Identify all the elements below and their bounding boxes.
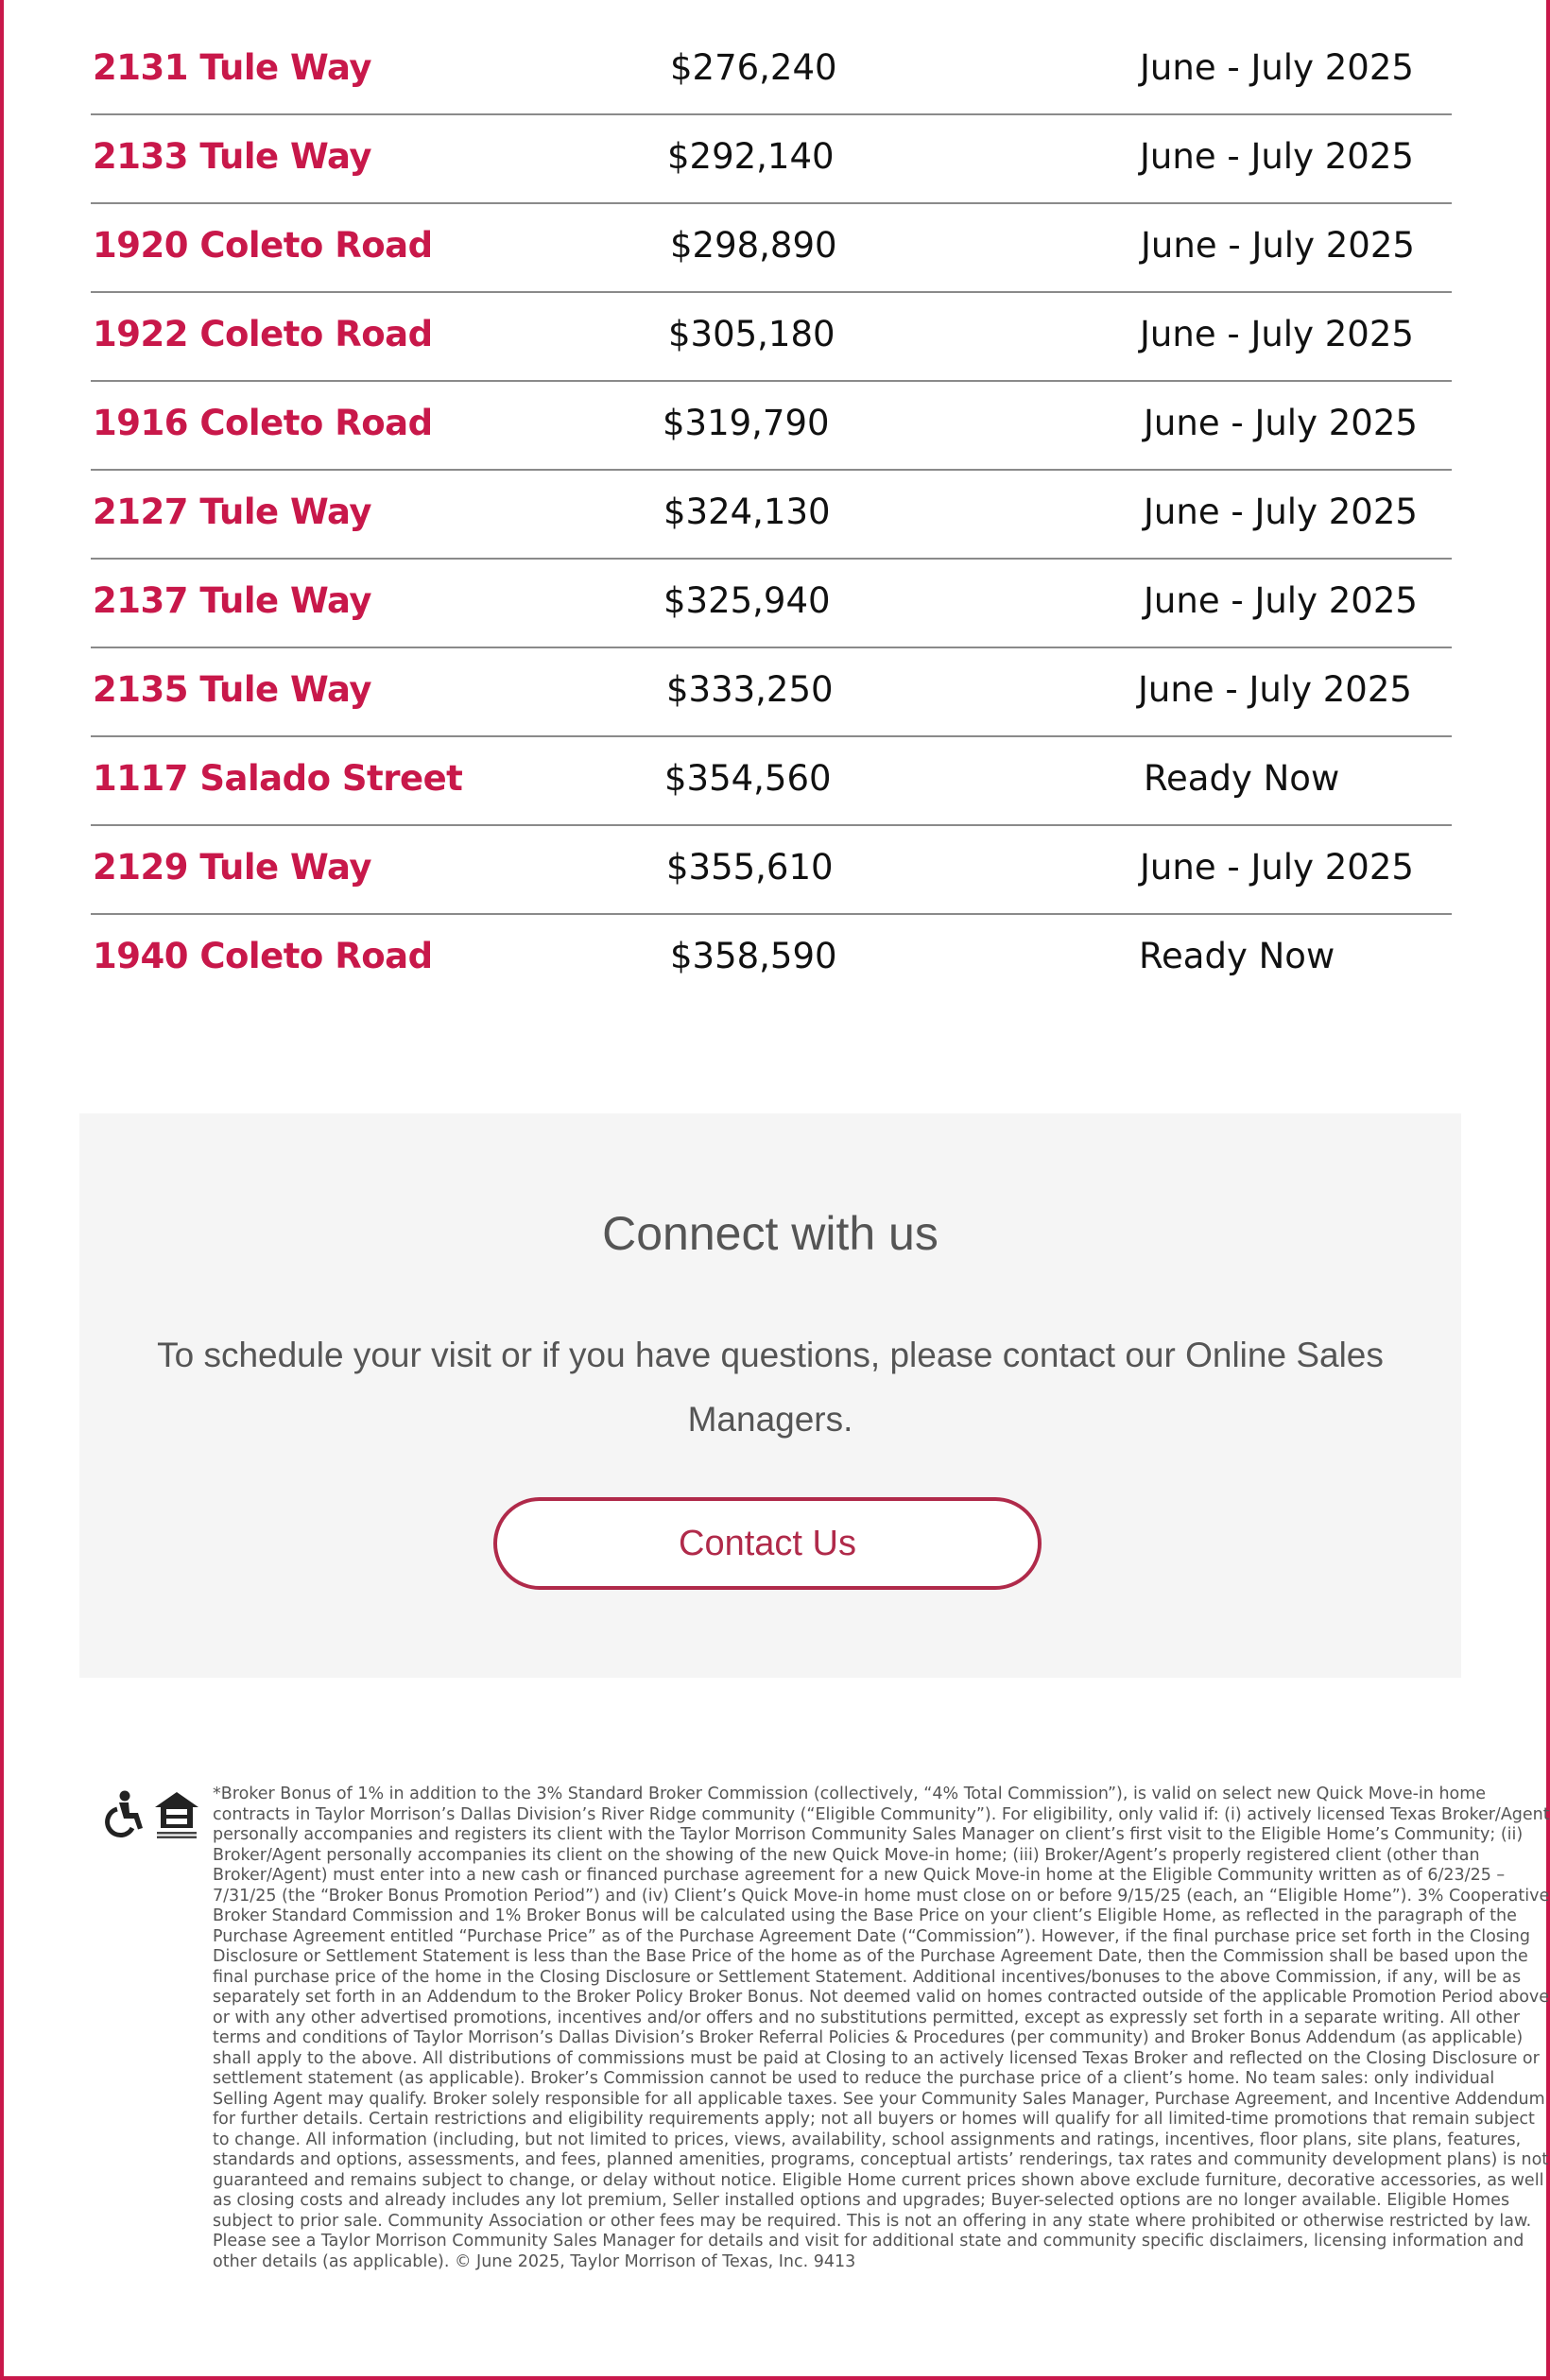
listing-price: $333,250	[666, 669, 834, 710]
connect-section	[79, 1113, 1461, 1678]
listing-availability: June - July 2025	[1144, 492, 1418, 532]
contact-us-button[interactable]: Contact Us	[493, 1497, 1042, 1590]
table-row	[91, 737, 1452, 826]
listing-price: $354,560	[664, 758, 832, 799]
listing-address-link[interactable]: 2131 Tule Way	[93, 47, 371, 88]
home-listing-table	[91, 26, 1452, 1002]
listing-price: $305,180	[668, 314, 835, 354]
listing-availability: June - July 2025	[1144, 403, 1418, 443]
listing-address-link[interactable]: 2133 Tule Way	[93, 136, 371, 177]
accessibility-icon	[100, 1790, 146, 1839]
listing-address-link[interactable]: 1920 Coleto Road	[93, 225, 433, 266]
connect-heading: Connect with us	[602, 1207, 939, 1260]
listing-price: $324,130	[663, 492, 831, 532]
listing-availability: June - July 2025	[1140, 136, 1414, 177]
listing-address-link[interactable]: 2135 Tule Way	[93, 669, 371, 710]
table-row	[91, 115, 1452, 204]
listing-address-link[interactable]: 2127 Tule Way	[93, 492, 371, 532]
connect-message: To schedule your visit or if you have questions, please contact our Online Sales Managers.	[157, 1336, 1384, 1439]
legal-disclaimer: *Broker Bonus of 1% in addition to the 3% Standard Broker Commission (collectively, “4% Total Commission”), is valid on select new Quick Move-in home contracts in Taylor Morrison’s Dallas Division’s River Ridge community (“Eligible Community”). For eligibility, only valid if: (i) actively licensed Texas Broker/Agent personally accompanies and registers its client with the Taylor Morrison Community Sales Manager on client’s first visit to the Eligible Home’s Community; (ii) Broker/Agent personally accompanies its client on the showing of the new Quick Move-in home; (iii) Broker/Agent’s properly registered client (other than Broker/Agent) must enter into a new cash or financed purchase agreement for a new Quick Move-in home at the Eligible Community written as of 6/23/25 – 7/31/25 (the “Broker Bonus Promotion Period”) and (iv) Client’s Quick Move-in home must close on or before 9/15/25 (each, an “Eligible Home”). 3% Cooperative Broker Standard Commission and 1% Broker Bonus will be calculated using the Base Price on your client’s Eligible Home, as reflected in the paragraph of the Purchase Agreement entitled “Purchase Price” as of the Purchase Agreement Date (“Commission”). However, if the final purchase price set forth in the Closing Disclosure or Settlement Statement is less than the Base Price of the home as of the Purchase Agreement Date, then the Commission shall be based upon the final purchase price of the home in the Closing Disclosure or Settlement Statement. Additional incentives/bonuses to the above Commission, if any, will be as separately set forth in an Addendum to the Broker Policy Broker Bonus. Not deemed valid on homes contracted outside of the applicable Promotion Period above or with any other advertised promotions, incentives and/or offers and no substitutions permitted, except as expressly set forth in a separate writing. All other terms and conditions of Taylor Morrison’s Dallas Division’s Broker Referral Policies & Procedures (per community) and Broker Bonus Addendum (as applicable) shall apply to the above. All distributions of commissions must be paid at Closing to an actively licensed Texas Broker and reflected on the Closing Disclosure or settlement statement (as applicable). Broker’s Commission cannot be used to reduce the purchase price of a client’s home. No team sales: only individual Selling Agent may qualify. Broker solely responsible for all applicable taxes. See your Community Sales Manager, Purchase Agreement, and Incentive Addendum for further details. Certain restrictions and eligibility requirements apply; not all buyers or homes will qualify for all limited-time promotions that remain subject to change. All information (including, but not limited to prices, views, availability, school assignments and ratings, incentives, floor plans, site plans, features, standards and options, assessments, and fees, planned amenities, programs, conceptual artists’ renderings, tax rates and community development plans) is not guaranteed and remains subject to change, or delay without notice. Eligible Home current prices shown above exclude furniture, decorative accessories, as well as closing costs and already includes any lot premium, Seller installed options and upgrades; Buyer-selected options are no longer available. Eligible Homes subject to prior sale. Community Association or other fees may be required. This is not an offering in any state where prohibited or otherwise restricted by law. Please see a Taylor Morrison Community Sales Manager for details and visit for additional state and community specific disclaimers, licensing information and other details (as applicable). © June 2025, Taylor Morrison of Texas, Inc. 9413	[213, 1785, 1550, 2271]
listing-address-link[interactable]: 1916 Coleto Road	[93, 403, 433, 443]
listing-price: $298,890	[670, 225, 837, 266]
listing-address-link[interactable]: 2137 Tule Way	[93, 580, 371, 621]
listing-availability: June - July 2025	[1144, 580, 1418, 621]
footer-icons	[100, 1790, 206, 1847]
listing-price: $358,590	[670, 936, 837, 976]
table-row	[91, 560, 1452, 648]
listing-availability: June - July 2025	[1141, 225, 1415, 266]
table-row	[91, 471, 1452, 560]
listing-address-link[interactable]: 1117 Salado Street	[93, 758, 463, 799]
listing-price: $292,140	[667, 136, 835, 177]
listing-availability: June - July 2025	[1140, 47, 1414, 88]
table-row	[91, 382, 1452, 471]
listing-price: $355,610	[666, 847, 834, 888]
table-row	[91, 204, 1452, 293]
listing-availability: June - July 2025	[1140, 847, 1414, 888]
listing-availability: June - July 2025	[1138, 669, 1412, 710]
listing-availability: June - July 2025	[1140, 314, 1414, 354]
table-row	[91, 648, 1452, 737]
table-row	[91, 26, 1452, 115]
listing-availability: Ready Now	[1144, 758, 1340, 799]
table-row	[91, 293, 1452, 382]
listing-address-link[interactable]: 1940 Coleto Road	[93, 936, 433, 976]
listing-price: $319,790	[663, 403, 830, 443]
listing-address-link[interactable]: 1922 Coleto Road	[93, 314, 433, 354]
listing-price: $325,940	[663, 580, 831, 621]
equal-housing-opportunity-icon	[153, 1790, 200, 1839]
table-row	[91, 915, 1452, 1002]
table-row	[91, 826, 1452, 915]
listing-availability: Ready Now	[1139, 936, 1335, 976]
listing-address-link[interactable]: 2129 Tule Way	[93, 847, 371, 888]
listing-price: $276,240	[670, 47, 837, 88]
